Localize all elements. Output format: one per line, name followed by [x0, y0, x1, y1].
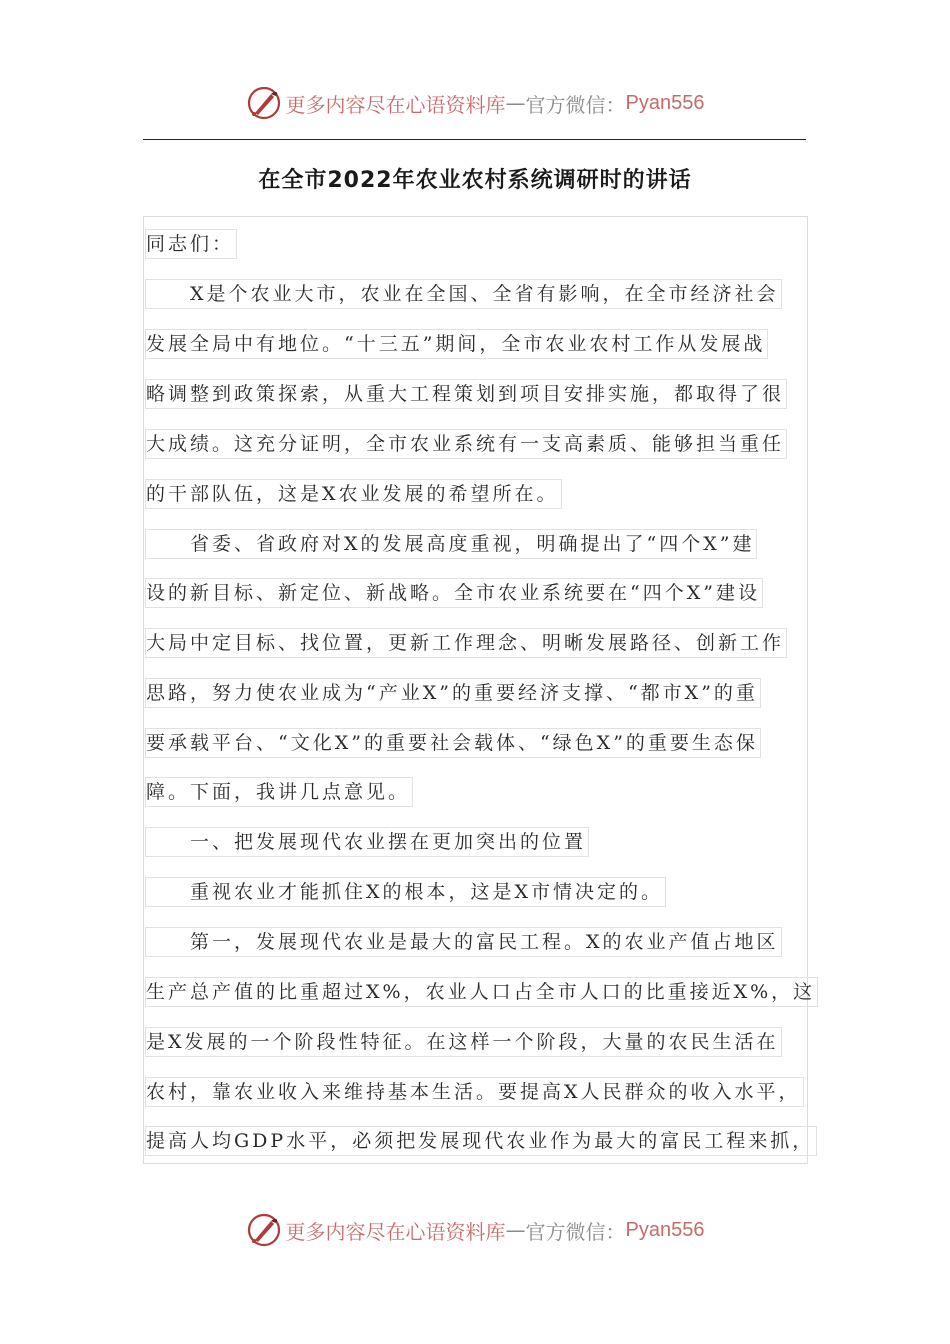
text-line: 省委、省政府对X的发展高度重视，明确提出了“四个X”建: [145, 529, 757, 559]
quill-pen-logo-icon: [246, 1212, 282, 1248]
text-line: X是个农业大市，农业在全国、全省有影响，在全市经济社会: [145, 279, 782, 309]
footer-banner: [0, 1208, 950, 1252]
text-line: 的干部队伍，这是X农业发展的希望所在。: [145, 479, 562, 509]
banner-wechat-id: Pyan556: [625, 1218, 705, 1241]
text-line: 农村，靠农业收入来维持基本生活。要提高X人民群众的收入水平，: [145, 1077, 804, 1107]
text-line: 发展全局中有地位。“十三五”期间，全市农业农村工作从发展战: [145, 329, 768, 359]
banner-wechat-id: Pyan556: [625, 91, 705, 114]
banner-label: 官方微信：: [525, 1219, 626, 1244]
banner-text: 更多内容尽在心语资料库: [285, 1219, 506, 1244]
text-line: 是X发展的一个阶段性特征。在这样一个阶段，大量的农民生活在: [145, 1027, 782, 1057]
header-banner: [0, 81, 950, 125]
text-line: 大成绩。这充分证明，全市农业系统有一支高素质、能够担当重任: [145, 429, 787, 459]
text-line: 大局中定目标、找位置，更新工作理念、明晰发展路径、创新工作: [145, 628, 787, 658]
text-line: 要承载平台、“文化X”的重要社会载体、“绿色X”的重要生态保: [145, 728, 761, 758]
banner-label: 官方微信：: [525, 92, 626, 117]
text-line: 障。下面，我讲几点意见。: [145, 777, 413, 807]
text-line: 设的新目标、新定位、新战略。全市农业系统要在“四个X”建设: [145, 578, 763, 608]
section-heading: 一、把发展现代农业摆在更加突出的位置: [145, 827, 589, 857]
text-line: 略调整到政策探索，从重大工程策划到项目安排实施，都取得了很: [145, 379, 787, 409]
header-divider: [143, 139, 806, 140]
text-line: 同志们：: [145, 229, 237, 259]
banner-separator: —: [505, 91, 526, 115]
page-title: 在全市2022年农业农村系统调研时的讲话: [258, 168, 692, 193]
text-line: 提高人均GDP水平，必须把发展现代农业作为最大的富民工程来抓，: [145, 1126, 817, 1156]
text-line: 生产总产值的比重超过X%，农业人口占全市人口的比重接近X%，这: [145, 977, 818, 1007]
text-line: 思路，努力使农业成为“产业X”的重要经济支撑、“都市X”的重: [145, 678, 761, 708]
quill-pen-logo-icon: [246, 85, 282, 121]
text-line: 重视农业才能抓住X的根本，这是X市情决定的。: [145, 877, 666, 907]
banner-text: 更多内容尽在心语资料库: [285, 92, 506, 117]
text-line: 第一，发展现代农业是最大的富民工程。X的农业产值占地区: [145, 927, 782, 957]
banner-separator: —: [505, 1218, 526, 1242]
